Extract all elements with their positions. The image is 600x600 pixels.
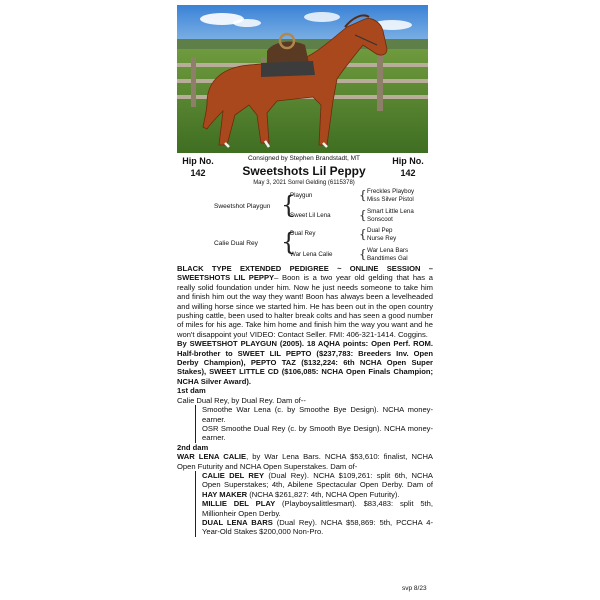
pedigree-sire-sire-sire: Freckles Playboy [367, 188, 415, 195]
pedigree-brace: { [359, 247, 367, 261]
pedigree-sire-sire-dam: Miss Silver Pistol [367, 196, 414, 203]
birth-info: May 3, 2021 Sorrel Gelding (6115378) [253, 180, 355, 186]
first-dam-foal-1: Smoothe War Lena (c. by Smoothe Bye Design). NCHA money-earner. [202, 405, 433, 424]
hip-label-right: Hip No. [392, 156, 424, 166]
foal-3-name: DUAL LENA BARS [202, 517, 273, 527]
pedigree-sire-sire: Playgun [290, 192, 313, 199]
pedigree-brace: { [281, 228, 297, 256]
second-dam-name: WAR LENA CALIE [177, 452, 247, 462]
second-dam-foal-3 [202, 518, 433, 537]
first-dam-line: Calie Dual Rey, by Dual Rey. Dam of-- [177, 395, 306, 405]
pedigree-brace: { [359, 208, 367, 222]
hip-value-left: 142 [190, 168, 206, 178]
horse-name: Sweetshots Lil Peppy [242, 164, 366, 178]
intro-text: – Boon is a two year old gelding that has a really solid foundation under him. Now he just needs someone to take him and finish him out the way they want! Boon has always been a levelheaded and willing horse since we started him. He has been out in the open country pushing cattle, been used to halter break colts and has seen a good number of miles for his age. Take him home and finish him the way you want and he won't disappoint you! VIDEO: Contact Seller. FMI: 406-321-1414. Coggins. [177, 273, 433, 339]
foal-1-offspring-name: HAY MAKER [202, 489, 248, 499]
pedigree-dam-dam-dam: Bandtimes Gal [367, 255, 408, 262]
foal-2-text: (Playboysalittlesmart). $83,483: split 5th, Millionheir Open Derby. [202, 499, 433, 518]
intro-heading: BLACK TYPE EXTENDED PEDIGREE ~ ONLINE SESSION – SWEETSHOTS LIL PEPPY [177, 264, 433, 283]
pedigree-sire-dam: Sweet Lil Lena [290, 212, 331, 219]
foal-2-name: MILLIE DEL PLAY [202, 499, 276, 509]
foal-1-text: (Dual Rey). NCHA $109,261: split 6th, NCHA Open Superstakes; 4th, Abilene Spectacular Open Derby. Dam of [202, 470, 433, 490]
pedigree-dam-dam: War Lena Calie [290, 251, 333, 258]
second-dam-foal-2 [202, 499, 433, 518]
second-dam-foal-1 [202, 471, 433, 499]
pedigree-brace: { [281, 191, 297, 219]
foal-3-text: (Dual Rey). NCHA $58,869: 5th, PCCHA 4-Year-Old Stakes $200,000 Non-Pro. [202, 517, 433, 537]
foal-1-name: CALIE DEL REY [202, 470, 265, 480]
foal-1-text-2: (NCHA $261,827: 4th, NCHA Open Futurity). [247, 489, 400, 499]
consignor-line: Consigned by Stephen Brandstadt, MT [247, 155, 360, 162]
hip-number-left [178, 155, 218, 179]
first-dam-produce [195, 405, 433, 443]
second-dam-line [177, 452, 433, 471]
page-number: svp 8/23 [402, 585, 427, 592]
pedigree-sire-dam-sire: Smart Little Lena [367, 208, 414, 215]
pedigree-sire-dam-dam: Sonscoot [367, 216, 393, 223]
first-dam-heading: 1st dam [177, 386, 206, 396]
second-dam-text: , by War Lena Bars. NCHA $53,610: finalist, NCHA Open Futurity and NCHA Open Superstakes. Dam of- [177, 452, 433, 471]
second-dam-heading: 2nd dam [177, 442, 209, 452]
pedigree-dam: Calie Dual Rey [214, 240, 258, 247]
pedigree-sire: Sweetshot Playgun [214, 203, 271, 210]
pedigree-dam-dam-sire: War Lena Bars [367, 247, 409, 254]
first-dam-foal-2: OSR Smoothe Dual Rey (c. by Smooth Bye Design). NCHA money-earner. [202, 423, 433, 443]
pedigree-dam-sire: Dual Rey [290, 230, 316, 237]
sire-paragraph: By SWEETSHOT PLAYGUN (2005). 18 AQHA points: Open Perf. ROM. Half-brother to SWEET LIL PEPTO ($237,783: Breeders Inv. Open Derby Champion), PEPTO TAZ ($132,224: 6th NCHA Open Super Stakes), SWEET LITTLE CD ($106,085: NCHA Open Finals Champion; NCHA Silver Award). [177, 339, 433, 386]
second-dam-produce [195, 471, 433, 537]
horse-photo [177, 5, 428, 153]
hip-number-right [388, 155, 428, 179]
hip-value-right: 142 [400, 168, 416, 178]
catalog-description [177, 264, 433, 537]
intro-paragraph [177, 264, 433, 339]
pedigree-dam-sire-dam: Nurse Rey [367, 235, 397, 242]
pedigree-brace: { [359, 227, 367, 241]
pedigree-brace: { [359, 188, 367, 202]
hip-label-left: Hip No. [182, 156, 214, 166]
pedigree-dam-sire-sire: Dual Pep [367, 227, 393, 234]
